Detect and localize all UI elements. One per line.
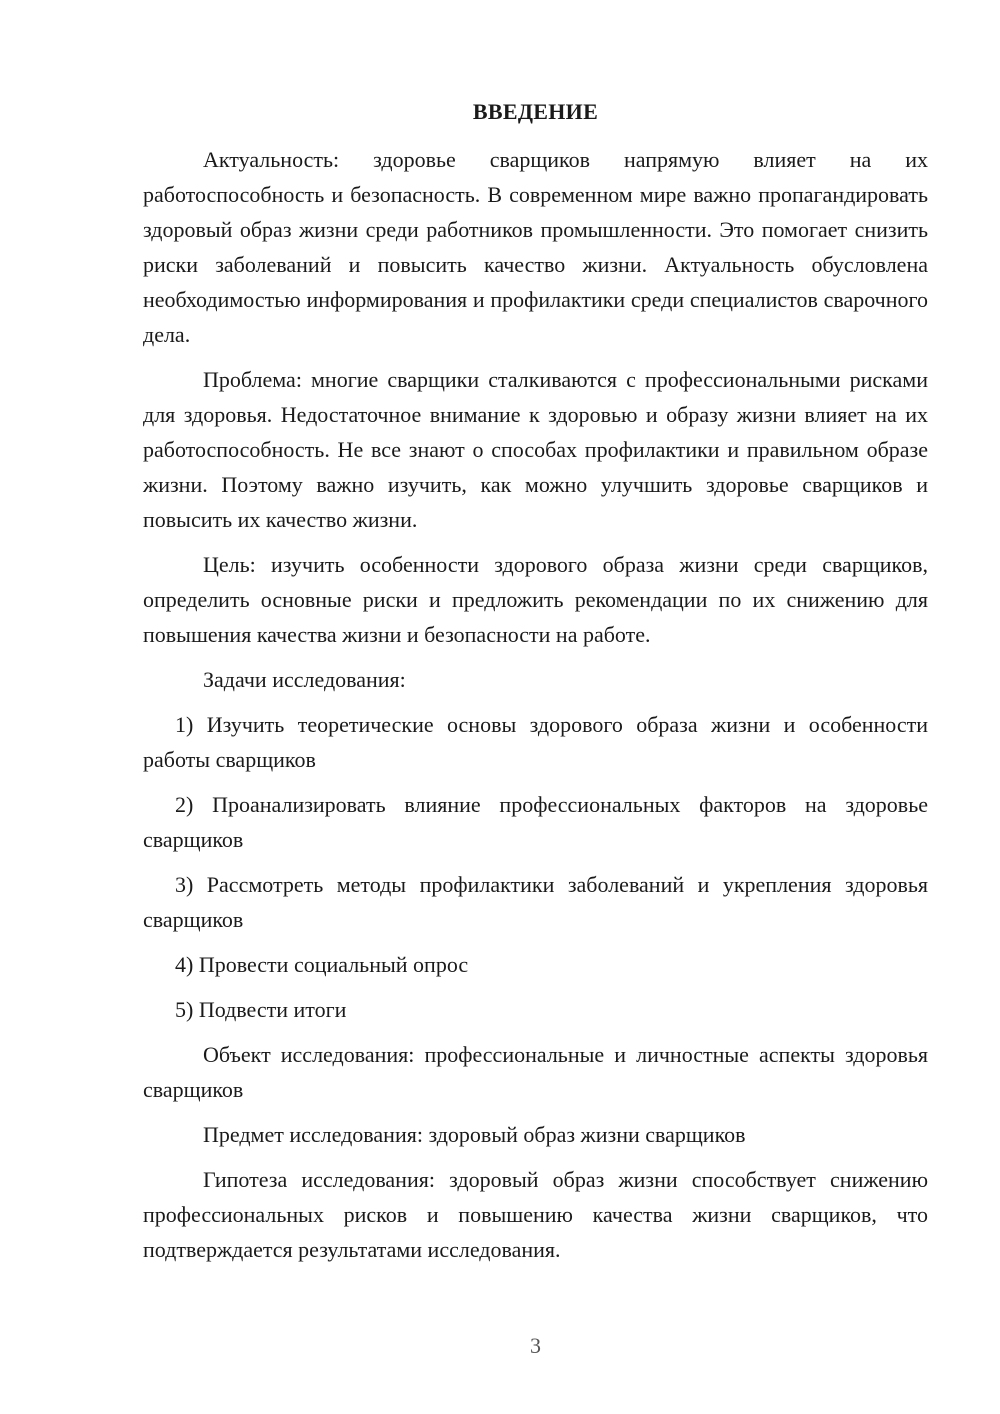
hypothesis-paragraph: Гипотеза исследования: здоровый образ жизни способствует снижению профессиональных рисков и повышению качества жизни сварщиков, что подтверждается результатами исследования.	[143, 1167, 928, 1262]
task-item-5: 5) Подвести итоги	[175, 997, 347, 1022]
subject-paragraph: Предмет исследования: здоровый образ жизни сварщиков	[203, 1122, 746, 1147]
task-item-3: 3) Рассмотреть методы профилактики заболеваний и укрепления здоровья сварщиков	[143, 872, 928, 932]
object-paragraph: Объект исследования: профессиональные и личностные аспекты здоровья сварщиков	[143, 1042, 928, 1102]
page-number: 3	[530, 1333, 541, 1358]
document-page	[143, 0, 928, 1414]
document-body	[143, 142, 928, 1267]
task-item-4: 4) Провести социальный опрос	[175, 952, 469, 977]
task-item-1: 1) Изучить теоретические основы здорового образа жизни и особенности работы сварщиков	[143, 712, 928, 772]
relevance-paragraph: Актуальность: здоровье сварщиков напрямую влияет на их работоспособность и безопасность. В современном мире важно пропагандировать здоровый образ жизни среди работников промышленности. Это помогает снизить риски заболеваний и повысить качество жизни. Актуальность обусловлена необходимостью информирования и профилактики среди специалистов сварочного дела.	[143, 147, 928, 347]
problem-paragraph: Проблема: многие сварщики сталкиваются с профессиональными рисками для здоровья. Недостаточное внимание к здоровью и образу жизни влияет на их работоспособность. Не все знают о способах профилактики и правильном образе жизни. Поэтому важно изучить, как можно улучшить здоровье сварщиков и повысить их качество жизни.	[143, 367, 928, 532]
goal-paragraph: Цель: изучить особенности здорового образа жизни среди сварщиков, определить основные риски и предложить рекомендации по их снижению для повышения качества жизни и безопасности на работе.	[143, 552, 928, 647]
task-item-2: 2) Проанализировать влияние профессиональных факторов на здоровье сварщиков	[143, 792, 928, 852]
tasks-heading: Задачи исследования:	[203, 667, 406, 692]
page-title: ВВЕДЕНИЕ	[472, 99, 599, 124]
